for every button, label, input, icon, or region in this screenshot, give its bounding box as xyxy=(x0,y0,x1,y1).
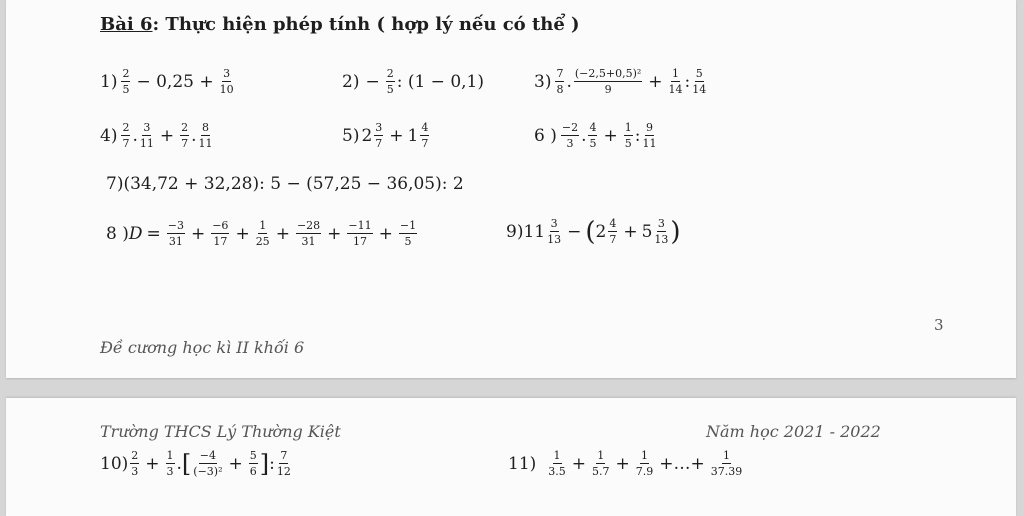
denominator: 10 xyxy=(219,83,234,96)
denominator: 7 xyxy=(609,233,617,246)
fraction xyxy=(592,450,610,477)
fraction xyxy=(386,68,395,95)
numerator: 1 xyxy=(553,449,561,462)
denominator: 31 xyxy=(168,235,183,248)
denominator: 14 xyxy=(692,83,707,96)
fraction xyxy=(121,68,130,95)
fraction xyxy=(588,122,597,149)
problem-2: 2) − $\frac{2}{5}$ : (1 − 0,1) xyxy=(342,67,485,96)
denominator: (−3)² xyxy=(193,465,223,478)
fraction xyxy=(547,218,561,245)
numerator: 7 xyxy=(280,449,288,462)
numerator: −4 xyxy=(199,449,217,462)
fraction xyxy=(642,122,656,149)
problem-10: 10) $\frac{2}{3}$ + $\frac{1}{3}$ . [ $\frac{-4}{\text{(−3)²}}$ + $\frac{5}{6}$ ] : $\frac{7}{12}$ xyxy=(100,449,291,478)
denominator: 11 xyxy=(139,137,154,150)
numerator: 3 xyxy=(375,121,383,134)
fraction xyxy=(374,122,383,149)
numerator: 5 xyxy=(695,67,703,80)
problem-4: 4) $\frac{2}{7}$ . $\frac{3}{11}$ + $\frac{2}{7}$ . $\frac{8}{11}$ xyxy=(100,121,213,150)
numerator: 3 xyxy=(223,67,231,80)
denominator: 14 xyxy=(668,83,683,96)
fraction xyxy=(140,122,154,149)
fraction xyxy=(420,122,429,149)
denominator: 11 xyxy=(198,137,213,150)
numerator: 2 xyxy=(122,121,130,134)
denominator: 5 xyxy=(386,83,394,96)
numerator: 4 xyxy=(421,121,429,134)
fraction xyxy=(193,450,222,477)
numerator: −6 xyxy=(212,219,229,232)
numerator: 9 xyxy=(645,121,653,134)
fraction xyxy=(277,450,291,477)
page-footer: Đề cương học kì II khối 6 xyxy=(100,338,305,357)
problem-7: 7)(34,72 + 32,28): 5 − (57,25 − 36,05): 2 xyxy=(106,174,464,194)
numerator: −2 xyxy=(561,121,579,134)
numerator: 1 xyxy=(672,67,680,80)
denominator: 7 xyxy=(375,137,383,150)
denominator: 6 xyxy=(249,465,257,478)
denominator: 5 xyxy=(404,235,412,248)
numerator: −3 xyxy=(167,219,184,232)
denominator: 3 xyxy=(166,465,174,478)
denominator: 5 xyxy=(624,137,632,150)
numerator: 2 xyxy=(386,67,394,80)
fraction xyxy=(220,68,234,95)
problem-11: 11) $\frac{1}{3.5}$ + $\frac{1}{5.7}$ + $\frac{1}{7.9}$ +…+ $\frac{1}{37.39}$ xyxy=(508,449,743,478)
problem-9: 9) 11 $\frac{3}{13}$ − ( 2 $\frac{4}{7}$ + 5 $\frac{3}{13}$ ) xyxy=(506,216,681,247)
numerator: −28 xyxy=(296,219,321,232)
fraction xyxy=(211,220,229,247)
numerator: 3 xyxy=(143,121,151,134)
numerator: 1 xyxy=(641,449,649,462)
numerator: 8 xyxy=(202,121,210,134)
problem-1: 1) $\frac{2}{5}$ − 0,25 + $\frac{3}{10}$ xyxy=(100,67,234,96)
fraction xyxy=(624,122,633,149)
numerator: 5 xyxy=(249,449,257,462)
page-header-year: Năm học 2021 - 2022 xyxy=(706,422,881,441)
numerator: 2 xyxy=(131,449,139,462)
denominator: 11 xyxy=(642,137,657,150)
numerator: 1 xyxy=(624,121,632,134)
fraction xyxy=(654,218,668,245)
numerator: 3 xyxy=(657,217,665,230)
numerator: −11 xyxy=(348,219,372,232)
numerator: 1 xyxy=(597,449,605,462)
denominator: 17 xyxy=(213,235,228,248)
problem-5: 5) 2 $\frac{3}{7}$ + 1 $\frac{4}{7}$ xyxy=(342,121,429,150)
numerator: 1 xyxy=(723,449,731,462)
denominator: 7 xyxy=(181,137,189,150)
fraction xyxy=(167,220,185,247)
fraction xyxy=(130,450,139,477)
problem-3: 3) $\frac{7}{8}$ . $\frac{\text{(−2,5+0,5)²}}{9}$ + $\frac{1}{14}$ : $\frac{5}{14}$ xyxy=(534,67,707,96)
numerator: (−2,5+0,5)² xyxy=(574,67,642,80)
numerator: 1 xyxy=(166,449,174,462)
denominator: 3 xyxy=(566,137,574,150)
denominator: 12 xyxy=(276,465,291,478)
fraction xyxy=(636,450,654,477)
denominator: 3.5 xyxy=(548,465,566,478)
denominator: 31 xyxy=(301,235,316,248)
problem-8: 8 ) D = $\frac{-3}{31}$ + $\frac{-6}{17}$ + $\frac{1}{25}$ + $\frac{-28}{31}$ + $\frac{-11}{17}$ + $\frac{-1}{5}$ xyxy=(106,219,417,248)
fraction xyxy=(256,220,270,247)
numerator: 2 xyxy=(122,67,130,80)
denominator: 5 xyxy=(122,83,130,96)
denominator: 7.9 xyxy=(635,465,654,478)
denominator: 5 xyxy=(589,137,597,150)
denominator: 37.39 xyxy=(710,465,743,478)
numerator: 4 xyxy=(589,121,597,134)
denominator: 9 xyxy=(604,83,612,96)
numerator: 1 xyxy=(259,219,267,232)
fraction xyxy=(711,450,743,477)
numerator: 2 xyxy=(181,121,189,134)
fraction xyxy=(296,220,321,247)
page-header-school: Trường THCS Lý Thường Kiệt xyxy=(100,422,341,441)
denominator: 3 xyxy=(131,465,139,478)
fraction xyxy=(199,122,213,149)
fraction xyxy=(669,68,683,95)
document-page-2 xyxy=(6,398,1016,516)
fraction xyxy=(608,218,617,245)
numerator: −1 xyxy=(399,219,417,232)
fraction xyxy=(555,68,564,95)
fraction xyxy=(166,450,175,477)
fraction xyxy=(574,68,642,95)
page-number: 3 xyxy=(934,316,944,334)
denominator: 13 xyxy=(654,233,669,246)
numerator: 7 xyxy=(556,67,564,80)
denominator: 25 xyxy=(255,235,270,248)
document-page-1 xyxy=(6,0,1016,378)
denominator: 5.7 xyxy=(592,465,610,478)
fraction xyxy=(347,220,372,247)
fraction xyxy=(180,122,189,149)
numerator: 4 xyxy=(609,217,617,230)
denominator: 8 xyxy=(556,83,564,96)
denominator: 17 xyxy=(353,235,368,248)
fraction xyxy=(121,122,130,149)
problem-6: 6 ) $\frac{-2}{3}$ . $\frac{4}{5}$ + $\frac{1}{5}$ : $\frac{9}{11}$ xyxy=(534,121,657,150)
fraction xyxy=(561,122,579,149)
fraction xyxy=(692,68,706,95)
fraction xyxy=(548,450,566,477)
fraction xyxy=(249,450,258,477)
exercise-title: Bài 6: Thực hiện phép tính ( hợp lý nếu có thể ) xyxy=(100,14,580,35)
numerator: 3 xyxy=(550,217,558,230)
denominator: 7 xyxy=(421,137,429,150)
denominator: 7 xyxy=(122,137,130,150)
denominator: 13 xyxy=(547,233,562,246)
fraction xyxy=(399,220,417,247)
